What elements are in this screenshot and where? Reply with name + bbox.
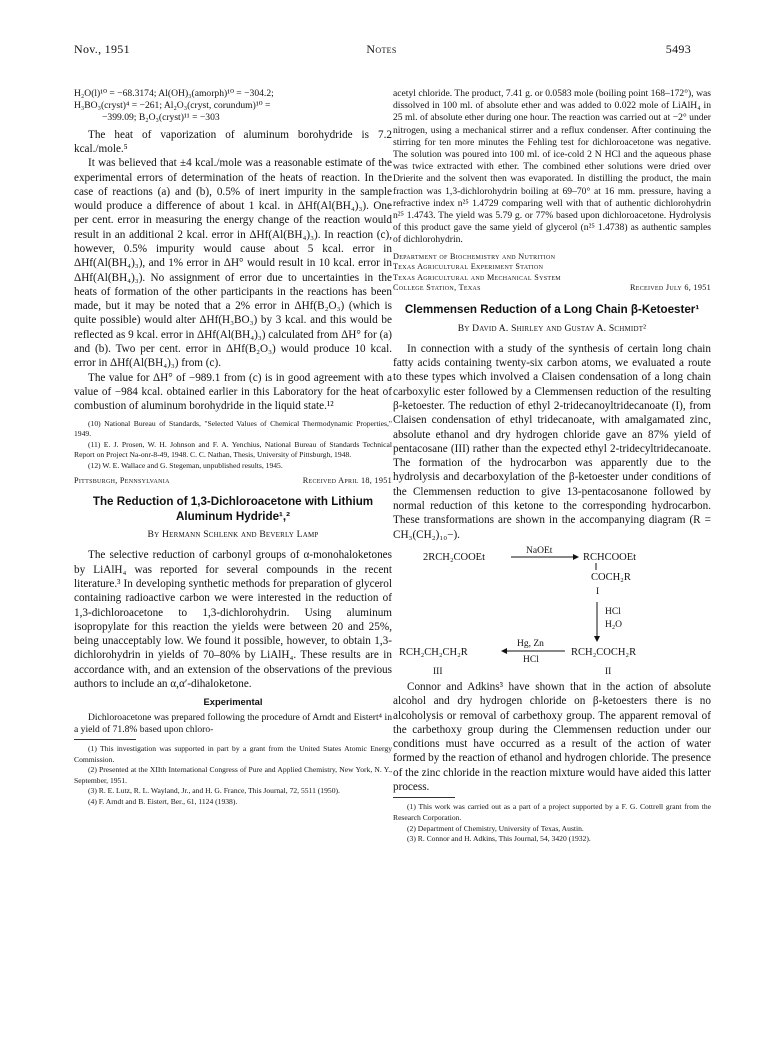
- footnote: (3) R. Connor and H. Adkins, This Journal, 54, 3420 (1932).: [407, 834, 591, 844]
- scheme-product-I: RCHCOOEt: [583, 551, 637, 563]
- scheme-reagent-hcl-2: HCl: [523, 654, 539, 665]
- scheme-compound-II: RCH₂COCH₂R: [571, 646, 637, 658]
- scheme-reactant: 2RCH₂COOEt: [423, 551, 486, 563]
- signoff-place: Pittsburgh, Pennsylvania: [74, 475, 170, 485]
- footnote-rule: [74, 739, 136, 740]
- affiliation-place-row: [393, 283, 711, 294]
- article-byline: By David A. Shirley and Gustav A. Schmidt²: [457, 322, 647, 334]
- footnote: (10) National Bureau of Standards, "Selected Values of Chemical Thermodynamic Properties," 1949.: [74, 418, 392, 439]
- affiliation-line: Texas Agricultural and Mechanical System: [393, 272, 561, 282]
- footnote: (1) This investigation was supported in part by a grant from the United States Atomic Energy Commission.: [74, 744, 392, 764]
- article-byline: By Hermann Schlenk and Beverly Lamp: [147, 529, 319, 541]
- article-title: Clemmensen Reduction of a Long Chain β-Ketoester¹: [404, 303, 700, 317]
- footnote: (2) Department of Chemistry, University of Texas, Austin.: [407, 823, 584, 833]
- paragraph: Dichloroacetone was prepared following the procedure of Arndt and Eistert⁴ in a yield of 71.8% based upon chloro-: [74, 711, 392, 735]
- affiliation-place: College Station, Texas: [393, 283, 481, 293]
- thermo-values-line-2: H₃BO₃(cryst)⁴ = −261; Al₂O₃(cryst, corundum)¹⁰ =: [74, 100, 271, 112]
- thermo-values-line-3: −399.09; B₂O₃(cryst)¹¹ = −303: [102, 112, 220, 124]
- header-date: Nov., 1951: [74, 42, 130, 56]
- left-column: [74, 88, 392, 808]
- right-column: [393, 88, 711, 845]
- scheme-label-II: II: [605, 666, 612, 677]
- affiliation-line: Department of Biochemistry and Nutrition: [393, 251, 556, 261]
- signoff-received: Received April 18, 1951: [302, 475, 392, 485]
- signoff: [74, 476, 392, 487]
- paragraph: In connection with a study of the synthesis of certain long chain fatty acids containing twenty-six carbon atoms, we evaluated a route to these types which involved a Claisen condensation of a long chain carboxylic ester followed by a Clemmensen reduction of the resulting β-ketoester. The reduction of ethyl 2-tridecanoyltridecanoate (I), from Claisen condensation of ethyl tridecanoate, with amalgamated zinc, absolute ethanol and dry hydrogen chloride gave an 87% yield of pentacosane (III) rather than the expected ethyl 2-tridecyltridecanoate. The formation of the hydrocarbon was apparently due to the hydrolysis and decarboxylation of the β-ketoester under conditions of the Clemmensen reduction to give 13-pentacosanone followed by normal reduction of this ketone to the corresponding hydrocarbon. These transformations are shown in the accompanying diagram (R = CH₃(CH₂)₁₀−).: [393, 342, 711, 541]
- scheme-reagent-hgzn: Hg, Zn: [517, 638, 544, 649]
- footnote: (3) R. E. Lutz, R. L. Wayland, Jr., and H. G. France, This Journal, 72, 5511 (1950).: [88, 786, 340, 796]
- header-section: Notes: [366, 42, 397, 56]
- section-heading: Experimental: [203, 696, 263, 708]
- scheme-label-I: I: [596, 586, 600, 597]
- affiliation-line: Texas Agricultural Experiment Station: [393, 262, 544, 272]
- paragraph: The heat of vaporization of aluminum borohydride is 7.2 kcal./mole.⁵: [74, 128, 392, 155]
- scheme-arrowhead-1: [573, 554, 579, 560]
- scheme-reagent-h2o: H₂O: [605, 619, 623, 630]
- scheme-reagent-hcl: HCl: [605, 606, 621, 617]
- scheme-arrowhead-2: [594, 636, 600, 642]
- affiliation-received: Received July 6, 1951: [630, 283, 711, 293]
- paragraph: The selective reduction of carbonyl groups of α-monohaloketones by LiAlH₄ was reported for several compounds in the recent literature.³ In developing synthetic methods for preparation of glycerol containing radioactive carbon we were interested in the reduction of 1,3-dichloroacetone to 1,3-dichlorohydrin. Using aluminum isopropylate for this reaction the yields were between 20 and 25%, being unacceptably low. We found it possible, however, to obtain 1,3-dichlorohydrin in yields of 70–80% by LiAlH₄. These results are in accordance with, and an extension of the observations of the previous authors to include an α,α′-dihaloketone.: [74, 549, 392, 691]
- footnote: (2) Presented at the XIIth International Congress of Pure and Applied Chemistry, New York, N. Y., September, 1951.: [74, 765, 392, 785]
- footnote: (11) E. J. Prosen, W. H. Johnson and F. A. Yenchius, National Bureau of Standards Technical Report on Project Na-onr-8-49, 1948. C. C. Nathan, Thesis, University of Pittsburgh, 1948.: [74, 439, 392, 460]
- reaction-scheme: [393, 544, 711, 678]
- scheme-label-III: III: [433, 666, 443, 677]
- footnote: (4) F. Arndt and B. Eistert, Ber., 61, 1124 (1938).: [88, 797, 238, 807]
- scheme-product-I-substituent: COCH₂R: [591, 571, 631, 583]
- article-title: The Reduction of 1,3-Dichloroacetone with Lithium Aluminum Hydride¹,²: [92, 495, 374, 523]
- thermo-values-line-1: H₂O(l)¹⁰ = −68.3174; Al(OH)₃(amorph)¹⁰ = −304.2;: [74, 88, 274, 99]
- header-page-number: 5493: [665, 42, 691, 56]
- scheme-reagent-naoet: NaOEt: [526, 545, 553, 556]
- scheme-compound-III: RCH₂CH₂CH₂R: [399, 646, 468, 658]
- footnote: (1) This work was carried out as a part of a project supported by a F. G. Cottrell grant from the Research Corporation.: [393, 802, 711, 822]
- paragraph: It was believed that ±4 kcal./mole was a reasonable estimate of the experimental errors of determination of the heats of reaction. In the case of reactions (a) and (b), 0.5% of inert impurity in the sample would produce a difference of about 1 kcal. in ΔHf(Al(BH₄)₃). One per cent. error in measuring the energy change of the reaction would result in an additional 2 kcal. error in ΔHf(Al(BH₄)₃). In reaction (c), however, 0.5% impurity would cause about 5 kcal. error in ΔHf(Al(BH₄)₃), and 1% error in ΔH° would result in 10 kcal. error in ΔHf(Al(BH₄)₃). No assignment of error due to uncertainties in the heats of formation of the other participants in the reactions has been made, but it may be noted that a 2% error in ΔHf(B₂O₃) (which is quite possible) would alter ΔHf(H₃BO₃) by 3 kcal. and this would be reflected as 9 kcal. error in ΔHf(Al(BH₄)₃) calculated from ΔH° for (a) and (b). Two per cent. error in ΔHf(B₂O₃) would produce 10 kcal. error in ΔHf(Al(BH₄)₃) from (c).: [74, 157, 392, 370]
- footnote-rule: [393, 797, 455, 798]
- paragraph: acetyl chloride. The product, 7.41 g. or 0.0583 mole (boiling point 168–172°), was dissolved in 100 ml. of absolute ether and was added to 0.022 mole of LiAlH₄ in 25 ml. of absolute ether during one hour. The reaction was carried out at −2° under nitrogen, using a mechanical stirrer and a reflux condenser. After continuing the stirring for ten more minutes the Fehling test for dichloroacetone was negative. The solution was poured into 100 ml. of ice-cold 2 N HCl and the aqueous phase was twice extracted with ether. The combined ether solutions were dried over Drierite and the solvent then was evaporated. In distilling the product, the main fraction was 1,3-dichlorohydrin boiling at 69–70° at 16 mm. pressure, having a refractive index n²⁵ 1.4729 comparing well with that of authentic dichlorohydrin n²⁵ 1.4743. The yield was 5.79 g. or 77% based upon dichloroacetone. Hydrolysis of this product gave the same yield of glycerol (n²⁵ 1.4738) as authentic samples of dichlorohydrin.: [393, 88, 711, 246]
- paragraph: Connor and Adkins³ have shown that in the action of absolute alcohol and dry hydrogen chloride on β-ketoesters there is no alcoholysis or removal of carbethoxy group. The apparent removal of the carbethoxy group during the Clemmensen reduction under our conditions must have occurred as a result of the action of water formed by the reaction of ethanol and hydrogen chloride. The presence of the zinc chloride in the reaction mixture would have aided this latter process.: [393, 680, 711, 794]
- footnote: (12) W. E. Wallace and G. Stegeman, unpublished results, 1945.: [88, 460, 283, 470]
- scheme-arrowhead-3: [501, 648, 507, 654]
- paragraph: The value for ΔH° of −989.1 from (c) is in good agreement with a value of −984 kcal. obtained earlier in this Laboratory for the heat of combustion of aluminum borohydride in the liquid state.¹²: [74, 371, 392, 413]
